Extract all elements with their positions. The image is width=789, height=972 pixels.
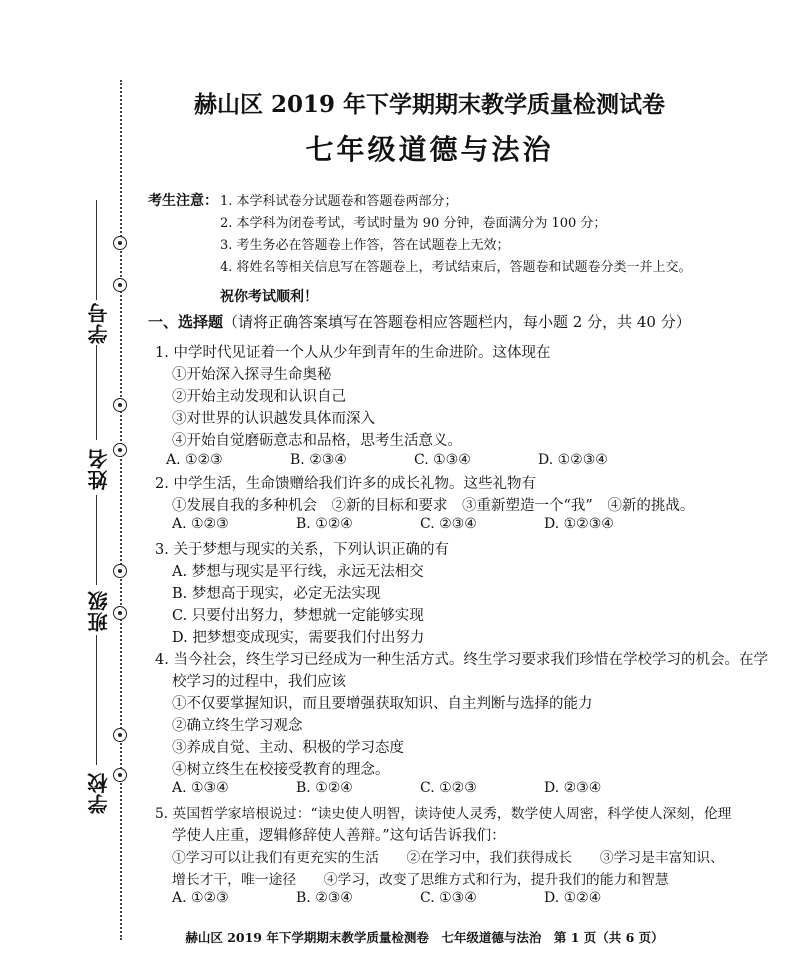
notice-item: 2. 本学科为闭卷考试，考试时量为 90 分钟，卷面满分为 100 分；	[220, 216, 607, 231]
option-b: B. ②③④	[290, 452, 347, 468]
section-heading	[148, 311, 691, 332]
notice-label: 考生注意：	[148, 193, 218, 209]
option-b: B. ①②④	[296, 780, 353, 796]
page-footer: 赫山区 2019 年下学期期末教学质量检测卷 七年级道德与法治 第 1 页（共 6 页）	[185, 930, 664, 945]
answer-options	[172, 780, 601, 796]
question-item: ①开始深入探寻生命奥秘	[172, 367, 332, 383]
school-label: 学校	[87, 772, 111, 814]
binding-fill-line	[96, 345, 97, 440]
subject-title: 七年级道德与法治	[305, 133, 554, 166]
option-c: C. ②③④	[420, 516, 477, 532]
question-item: 增长才干，唯一途径 ④学习，改变了思维方式和行为，提升我们的能力和智慧	[172, 872, 669, 888]
question-item: ④树立终生在校接受教育的理念。	[172, 762, 390, 778]
option-d: D. ①②③④	[538, 452, 608, 468]
name-label: 姓名	[87, 448, 111, 490]
question-item: ④开始自觉磨砺意志和品格，思考生活意义。	[172, 433, 462, 449]
option-d: D. ①②③④	[544, 516, 614, 532]
question-stem: 3. 关于梦想与现实的关系，下列认识正确的有	[155, 542, 449, 558]
question-stem: 4. 当今社会，终生学习已经成为一种生活方式。终生学习要求我们珍惜在学校学习的机会。在学	[155, 652, 768, 668]
option-b: B. ①②④	[296, 516, 353, 532]
binding-hole-icon	[113, 728, 127, 742]
binding-dotted-line	[120, 80, 122, 940]
question-stem: 1. 中学时代见证着一个人从少年到青年的生命进阶。这体现在	[155, 345, 551, 361]
question-stem-continued: 校学习的过程中，我们应该	[172, 674, 346, 690]
option-b: B. ②③④	[296, 890, 353, 906]
binding-fill-line	[96, 495, 97, 585]
question-item: C. 只要付出努力，梦想就一定能够实现	[172, 608, 424, 624]
option-d: D. ①②④	[544, 890, 602, 906]
notice-item: 3. 考生务必在答题卷上作答，答在试题卷上无效；	[220, 238, 510, 253]
exam-title: 赫山区 2019 年下学期期末教学质量检测试卷	[193, 91, 666, 118]
option-a: A. ①②③	[166, 452, 223, 468]
section-title: 一、选择题	[148, 313, 224, 331]
question-item: A. 梦想与现实是平行线，永远无法相交	[172, 564, 424, 580]
notice-item: 4. 将姓名等相关信息写在答题卷上，考试结束后，答题卷和试题卷分类一并上交。	[220, 260, 692, 275]
question-item: ①不仅要掌握知识，而且要增强获取知识、自主判断与选择的能力	[172, 696, 593, 712]
binding-hole-icon	[113, 236, 127, 250]
binding-hole-icon	[113, 768, 127, 782]
question-item: ②开始主动发现和认识自己	[172, 389, 346, 405]
question-stem: 2. 中学生活，生命馈赠给我们许多的成长礼物。这些礼物有	[155, 476, 536, 492]
answer-options	[172, 516, 614, 532]
answer-options	[172, 890, 601, 906]
binding-fill-line	[96, 635, 97, 765]
binding-hole-icon	[113, 606, 127, 620]
question-item: ③对世界的认识越发具体而深入	[172, 411, 375, 427]
good-luck-text: 祝你考试顺利！	[220, 289, 318, 305]
binding-hole-icon	[113, 398, 127, 412]
option-c: C. ①③④	[420, 890, 477, 906]
class-label: 班级	[87, 590, 111, 632]
answer-options	[166, 452, 608, 468]
question-item: ①发展自我的多种机会 ②新的目标和要求 ③重新塑造一个“我” ④新的挑战。	[172, 498, 695, 514]
option-c: C. ①②③	[420, 780, 477, 796]
binding-fill-line	[96, 200, 97, 300]
question-item: ③养成自觉、主动、积极的学习态度	[172, 740, 404, 756]
student-id-label: 学号	[87, 302, 111, 344]
option-a: A. ①③④	[172, 780, 229, 796]
option-a: A. ①②③	[172, 516, 229, 532]
question-stem-continued: 学使人庄重，逻辑修辞使人善辩。”这句话告诉我们：	[172, 828, 506, 844]
section-instruction: （请将正确答案填写在答题卷相应答题栏内，每小题 2 分，共 40 分）	[223, 313, 691, 331]
question-item: ①学习可以让我们有更充实的生活 ②在学习中，我们获得成长 ③学习是丰富知识、	[172, 850, 724, 866]
question-item: D. 把梦想变成现实，需要我们付出努力	[172, 630, 425, 646]
notice-item: 1. 本学科试卷分试题卷和答题卷两部分；	[220, 194, 458, 209]
binding-hole-icon	[113, 278, 127, 292]
binding-hole-icon	[113, 564, 127, 578]
option-d: D. ②③④	[544, 780, 602, 796]
option-a: A. ①②③	[172, 890, 229, 906]
question-stem: 5. 英国哲学家培根说过：“读史使人明智，读诗使人灵秀，数学使人周密，科学使人深刻，伦理	[155, 806, 732, 822]
binding-hole-icon	[113, 443, 127, 457]
option-c: C. ①③④	[414, 452, 471, 468]
question-item: B. 梦想高于现实，必定无法实现	[172, 586, 381, 602]
question-item: ②确立终生学习观念	[172, 718, 303, 734]
